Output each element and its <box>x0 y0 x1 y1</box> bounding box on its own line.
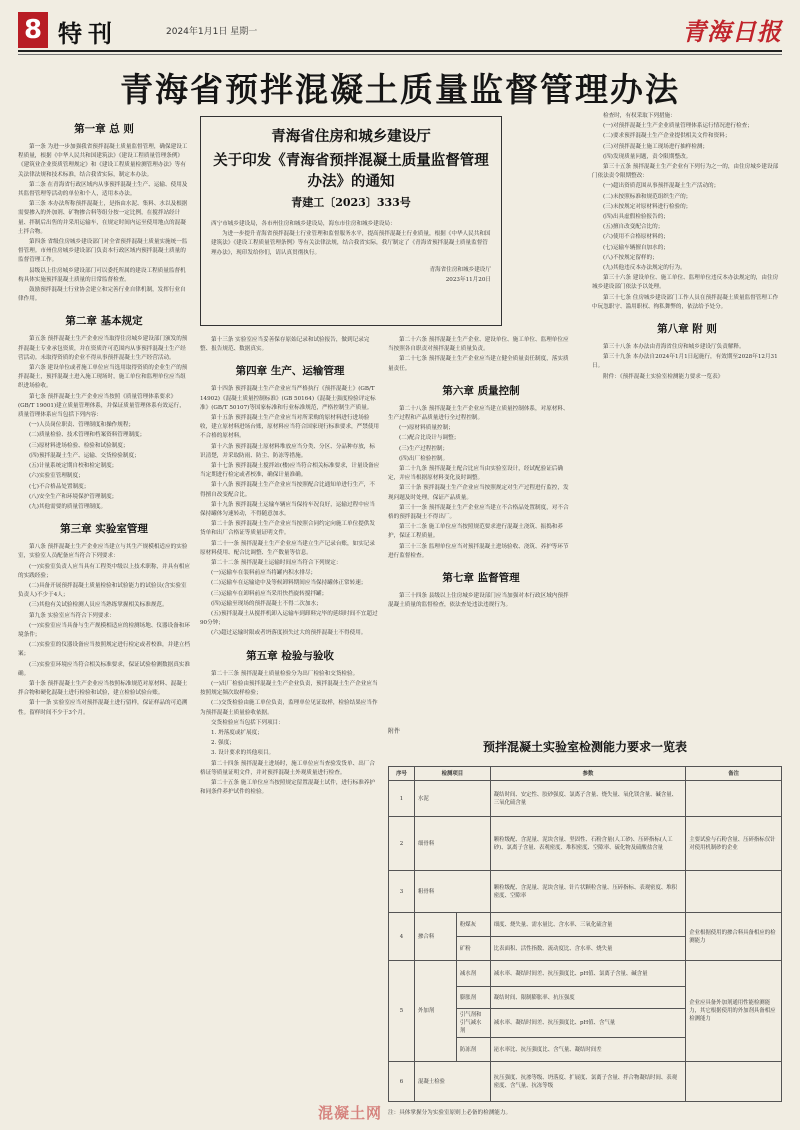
article-paragraph: 第十七条 预拌混凝土搅拌站(楼)应当符合相关标准要求，计量设备应当定期进行检定或者校准，确保计量准确。 <box>200 463 380 479</box>
table-cell: 泌水率比、抗压强度比、含气量、凝结时间差 <box>490 1038 685 1062</box>
list-item: (二)实验室的仪器设备应当按照规定进行检定或者校准，并建立档案； <box>18 642 190 658</box>
table-cell: 6 <box>389 1062 415 1102</box>
table-cell: 企业根据使用的掺合料具备相应的检测能力 <box>686 913 782 961</box>
article-paragraph: 第三十七条 住房城乡建设部门工作人员在预拌混凝土质量监督管理工作中玩忽职守、滥用职权、徇私舞弊的，依法给予处分。 <box>592 294 779 310</box>
table-cell: 矿粉 <box>456 937 490 961</box>
list-item: (四)运输至现场的预拌混凝土不得二次加水； <box>211 600 322 607</box>
article-paragraph: 第三十四条 县级以上住房城乡建设部门应当加强对本行政区域内预拌混凝土质量的监督检查，依法查处违法违规行为。 <box>388 593 569 609</box>
chapter-heading: 第四章 生产、运输管理 <box>235 365 345 378</box>
table-header-row <box>389 767 782 781</box>
table-cell: 凝结时间、安定性、胶砂强度、氯离子含量、烧失量、氧化镁含量、碱含量、三氧化硫含量 <box>490 781 685 817</box>
notice-doc-number: 青建工〔2023〕333号 <box>291 196 411 209</box>
article-column-2 <box>200 336 380 1112</box>
table-cell: 凝结时间、限制膨胀率、抗压强度 <box>490 987 685 1009</box>
list-item: (八)安全生产和环境保护管理制度； <box>29 493 118 500</box>
article-paragraph: 第三十一条 预拌混凝土生产企业应当建立不合格品处置制度，对不合格的预拌混凝土不得出厂。 <box>388 504 569 521</box>
article-paragraph: 第十八条 预拌混凝土生产企业应当按照配合比通知单进行生产，不得擅自改变配合比。 <box>200 482 375 498</box>
table-header: 序号 <box>389 767 415 781</box>
article-column-1 <box>18 112 190 1112</box>
article-paragraph: 第三十三条 监理单位应当对预拌混凝土进场验收、浇筑、养护等环节进行监督检查。 <box>388 543 569 559</box>
table-cell <box>686 1062 782 1102</box>
article-paragraph: 第二十七条 预拌混凝土生产企业应当建立健全质量责任制度，落实质量责任。 <box>388 356 569 372</box>
page-number: 8 <box>18 12 48 48</box>
table-row <box>389 913 782 937</box>
table-cell: 5 <box>389 961 415 1062</box>
article-paragraph: 第一条 为进一步加强我省预拌混凝土质量监督管理，确保建设工程质量，根据《中华人民共和国建筑法》《建设工程质量管理条例》《建筑业企业资质管理规定》和《建设工程质量检测管理办法》等有关法律法规和技术标准，结合我省实际，制定本办法。 <box>18 144 188 178</box>
table-cell: 减水率、凝结时间差、抗压强度比、pH值、氯离子含量、碱含量 <box>490 961 685 987</box>
table-cell: 比表面积、活性指数、流动度比、含水率、烧失量 <box>490 937 685 961</box>
table-footnote: 注：具体掌握分为实验室原则上必备的检测能力。 <box>388 1110 512 1116</box>
list-item: (一)实验室应当具备与生产规模相适应的检测场地、仪器设备和环境条件； <box>18 622 190 638</box>
chapter-heading: 第五章 检验与验收 <box>246 649 334 662</box>
table-cell: 4 <box>389 913 415 961</box>
table-cell: 外加剂 <box>414 961 456 1062</box>
list-item: (二)质量检验、技术管理和档案资料管理制度； <box>29 432 146 439</box>
table-cell: 粉煤灰 <box>456 913 490 937</box>
page-headline: 青海省预拌混凝土质量监督管理办法 <box>120 70 680 109</box>
article-paragraph: 第三十八条 本办法由青海省住房和城乡建设厅负责解释。 <box>603 344 745 351</box>
lab-capability-table <box>388 766 782 1102</box>
list-item: (二)要求预拌混凝土生产企业提供相关文件和资料； <box>603 133 731 140</box>
list-item: (九)其他需要的质量管理制度。 <box>29 503 107 510</box>
table-cell: 细骨料 <box>414 817 490 871</box>
site-watermark: 混凝土网 <box>318 1104 383 1122</box>
table-header: 备注 <box>686 767 782 781</box>
article-column-4 <box>592 112 782 720</box>
article-column-3 <box>388 336 574 720</box>
masthead-rule <box>18 50 782 52</box>
list-item: (三)对预拌混凝土施工现场进行抽样检测； <box>603 143 709 150</box>
list-item: (二)未按照标准和规范组织生产的； <box>603 193 692 200</box>
list-item: (三)未按规定对原材料进行检验的； <box>603 203 692 210</box>
article-paragraph: 第三十二条 施工单位应当按照规范要求进行混凝土浇筑、振捣和养护，保证工程质量。 <box>388 524 563 540</box>
list-item: 2. 强度； <box>211 740 235 747</box>
table-row <box>389 961 782 987</box>
list-item: (二)交货检验由施工单位负责，监理单位见证取样，检验结果应当作为预拌混凝土质量验收依据。 <box>200 700 378 716</box>
article-paragraph: 第二十四条 预拌混凝土进场时，施工单位应当查验发货单、出厂合格证等质量证明文件，并对预拌混凝土外观质量进行检查。 <box>200 760 375 776</box>
article-paragraph: 第六条 建设单位或者施工单位应当选用取得资质的企业生产的预拌混凝土，预拌混凝土进入施工现场时，施工单位和监理单位应当组织进场验收。 <box>18 365 188 390</box>
table-cell: 细度、烧失量、需水量比、含水率、三氧化硫含量 <box>490 913 685 937</box>
article-paragraph: 第十条 预拌混凝土生产企业应当按照标准规范对原材料、混凝土拌合物和硬化混凝土进行检验和试验，建立检验试验台账。 <box>18 680 188 697</box>
list-item: (二)运输车在运输途中及等候卸料期间应当保持罐体正常转速； <box>211 580 367 587</box>
list-item: (一)运输车在装料前应当将罐内积水排尽； <box>211 570 317 577</box>
article-paragraph: 第三十九条 本办法自2024年1月1日起施行，有效期至2028年12月31日。 <box>592 354 778 370</box>
section-name: 特刊 <box>58 20 118 48</box>
list-item: (六)超过运输时限或者坍落度损失过大的预拌混凝土不得使用。 <box>211 630 367 637</box>
article-paragraph: 第二十一条 预拌混凝土生产企业应当建立生产记录台账，如实记录原材料使用、配合比调整、生产数量等信息。 <box>200 540 375 556</box>
attachment-table-section <box>388 726 782 1116</box>
article-paragraph: 第四条 省级住房城乡建设部门对全省预拌混凝土质量实施统一监督管理。市州住房城乡建设部门负责本行政区域内预拌混凝土质量的监督管理工作。 <box>18 239 188 264</box>
table-cell: 引气剂和引气减水剂 <box>456 1009 490 1038</box>
notice-title: 关于印发《青海省预拌混凝土质量监督管理办法》的通知 <box>213 152 489 190</box>
official-notice <box>200 116 502 326</box>
article-paragraph: 第十九条 预拌混凝土运输车辆应当保持车况良好，运输过程中应当保持罐体匀速转动，不得随意加水。 <box>200 501 375 518</box>
table-header: 检测项目 <box>414 767 490 781</box>
article-paragraph: 第三条 本办法所称预拌混凝土，是指由水泥、集料、水以及根据需要掺入的外加剂、矿物掺合料等组分按一定比例，在搅拌站经计量、拌制后出售的并采用运输车，在规定时间内运至使用地点的混凝土拌合物。 <box>18 201 188 235</box>
table-cell: 减水剂 <box>456 961 490 987</box>
notice-date: 2023年11月20日 <box>445 276 491 283</box>
article-paragraph: 第七条 预拌混凝土生产企业应当按照《质量管理体系要求》(GB/T 19001)建立质量管理体系，并保证质量管理体系有效运行，质量管理体系应当包括下列内容： <box>18 393 185 419</box>
list-item: (四)发现质量问题，责令限期整改。 <box>603 153 692 160</box>
table-row <box>389 781 782 817</box>
notice-signature <box>211 266 491 285</box>
list-item: (四)出具虚假检验报告的； <box>603 214 669 221</box>
article-paragraph: 第三十五条 预拌混凝土生产企业有下列行为之一的，由住房城乡建设部门依法责令限期整改： <box>592 164 779 180</box>
table-cell: 企业应具备外加剂通用性能检测能力，其它根据使用的外加剂具备相应检测能力 <box>686 961 782 1062</box>
article-paragraph: 附件：《预拌混凝土实验室检测能力要求一览表》 <box>603 373 724 380</box>
table-cell: 粗骨料 <box>414 871 490 913</box>
list-item: (一)人员岗位职责、管理制度和操作规程； <box>29 422 135 429</box>
notice-greeting: 西宁市城乡建设局，各市州住房和城乡建设局，海东市住房和城乡建设局： <box>211 221 396 227</box>
article-paragraph: 县级以上住房城乡建设部门可以委托所属的建设工程质量监督机构具体实施预拌混凝土质量的日常监督检查。 <box>18 267 186 283</box>
chapter-heading: 第三章 实验室管理 <box>60 523 148 536</box>
table-cell: 防冻剂 <box>456 1038 490 1062</box>
table-cell: 1 <box>389 781 415 817</box>
list-item: (七)不合格品处置制度； <box>29 483 90 490</box>
attachment-label: 附件 <box>388 728 401 735</box>
list-item: (三)生产过程控制； <box>399 445 449 452</box>
article-paragraph: 第二十二条 预拌混凝土运输时间应当符合下列规定： <box>211 560 342 567</box>
list-item: (九)其他违反本办法规定的行为。 <box>603 265 686 272</box>
list-item: (三)实验室环境应当符合相关标准要求，保证试验检测数据真实准确。 <box>18 661 190 677</box>
table-cell: 掺合料 <box>414 913 456 961</box>
table-cell <box>686 781 782 817</box>
list-item: (七)运输车辆擅自加水的； <box>603 244 669 251</box>
list-item: (四)预拌混凝土生产、运输、交货检验制度； <box>29 452 140 459</box>
list-item: (一)实验室负责人应当具有工程类中级以上技术职称，并具有相应的实践经验； <box>18 563 190 579</box>
notice-text: 为进一步提升青海省预拌混凝土行业管理和监督服务水平，提高预拌混凝土行业质量，根据《中华人民共和国建筑法》《建设工程质量管理条例》等有关法律法规，结合我省实际，我厅制定了《青海省预拌混凝土质量监督管理办法》，现印发给你们，请认真贯彻执行。 <box>211 230 491 256</box>
list-item: (一)出厂检验由预拌混凝土生产企业负责，预拌混凝土生产企业应当按照规定频次取样检验； <box>200 680 378 697</box>
table-title: 预拌混凝土实验室检测能力要求一览表 <box>482 740 687 754</box>
article-paragraph: 第九条 实验室应当符合下列要求： <box>29 612 115 619</box>
article-paragraph: 第二十八条 预拌混凝土生产企业应当建立质量控制体系，对原材料、生产过程和产品质量进行全过程控制。 <box>388 405 569 422</box>
article-paragraph: 第二十条 预拌混凝土生产企业应当按照合同约定向施工单位提供发货单和出厂合格证等质量证明文件。 <box>200 521 375 537</box>
masthead <box>18 12 782 52</box>
table-header: 参数 <box>490 767 685 781</box>
masthead-rule-thin <box>18 54 782 55</box>
list-item: 3. 设计要求的其他项目。 <box>211 750 275 757</box>
list-item: (二)配合比设计与调整； <box>399 435 460 442</box>
list-item: 1. 坍落度或扩展度； <box>211 729 263 736</box>
list-item: (一)超出资质范围从事预拌混凝土生产活动的； <box>603 183 720 190</box>
article-paragraph: 鼓励预拌混凝土行业协会建立和完善行业自律机制，发挥行业自律作用。 <box>18 287 186 303</box>
chapter-heading: 第六章 质量控制 <box>442 384 520 397</box>
newspaper-logo: 青海日报 <box>682 17 782 46</box>
chapter-heading: 第二章 基本规定 <box>65 315 143 328</box>
article-paragraph: 第二十五条 施工单位应当按照规定留置混凝土试件，进行标准养护和同条件养护试件的检验。 <box>200 779 375 796</box>
article-paragraph: 第八条 预拌混凝土生产企业应当建立与其生产规模相适应的实验室，实验室人员配备应当符合下列要求： <box>18 544 188 560</box>
list-item: (八)不按规定留样的； <box>603 254 658 261</box>
table-cell: 2 <box>389 817 415 871</box>
chapter-heading: 第七章 监督管理 <box>442 572 520 585</box>
list-item: (六)实验室管理制度； <box>29 473 84 480</box>
table-row <box>389 871 782 913</box>
article-paragraph: 第三十条 预拌混凝土生产企业应当按照规定对生产过程进行监控，发现问题及时处理，保证产品质量。 <box>388 485 569 501</box>
table-cell: 减水率、凝结时间差、抗压强度比、pH值、含气量 <box>490 1009 685 1038</box>
table-cell: 膨胀剂 <box>456 987 490 1009</box>
table-cell: 混凝土检验 <box>414 1062 490 1102</box>
article-paragraph: 第二条 在青海省行政区域内从事预拌混凝土生产、运输、使用及其监督管理等活动的单位和个人，适用本办法。 <box>18 181 188 198</box>
article-paragraph: 第十六条 预拌混凝土原材料堆放应当分类、分区、分品种存放，标识清楚，并采取防雨、防尘、防冻等措施。 <box>200 443 375 459</box>
issue-date: 2024年1月1日 星期一 <box>166 27 258 37</box>
article-paragraph: 第十四条 预拌混凝土生产企业应当严格执行《预拌混凝土》(GB/T 14902)《混凝土质量控制标准》(GB 50164)《混凝土强度检验评定标准》(GB/T 50107)等国家标准和行业标准规范，严格控制生产质量。 <box>200 386 376 411</box>
table-cell: 抗压强度、抗渗等级、坍落度、扩展度、氯离子含量、拌合物凝结时间、表观密度、含气量、抗冻等级 <box>490 1062 685 1102</box>
article-paragraph: 交货检验应当包括下列项目： <box>211 719 284 726</box>
table-row <box>389 1062 782 1102</box>
article-paragraph: 第二十九条 预拌混凝土配合比应当由实验室设计，经试配验证后确定，并应当根据原材料变化及时调整。 <box>388 466 563 482</box>
table-cell: 水泥 <box>414 781 490 817</box>
table-cell: 颗粒级配、含泥量、泥块含量、坚固性、石粉含量(人工砂)、压碎指标(人工砂)、氯离子含量、表观密度、堆积密度、空隙率、硫化物及硫酸盐含量 <box>490 817 685 871</box>
list-item: (二)具备开展预拌混凝土质量检验和试验能力的试验员(含实验室负责人)不少于4人； <box>18 582 187 599</box>
notice-org: 青海省住房和城乡建设厅 <box>271 128 431 145</box>
list-item: (三)原材料进场检验、检验和试验制度； <box>29 442 129 449</box>
table-cell: 3 <box>389 871 415 913</box>
table-row <box>389 817 782 871</box>
list-item: (五)擅自改变配合比的； <box>603 224 664 231</box>
list-item: (一)原材料质量控制； <box>399 425 454 432</box>
article-paragraph: 第十一条 实验室应当对预拌混凝土进行留样，保证样品的可追溯性。留样时间不少于3个月。 <box>18 700 188 716</box>
table-cell: 主要试验与石粉含量、压碎指标仅针对使用机制砂的企业 <box>686 817 782 871</box>
list-item: (六)使用不合格原材料的； <box>603 234 669 241</box>
chapter-heading: 第一章 总 则 <box>74 123 134 135</box>
chapter-heading: 第八章 附 则 <box>657 323 717 336</box>
notice-signer: 青海省住房和城乡建设厅 <box>429 267 491 273</box>
article-paragraph: 检查时，有权采取下列措施： <box>603 113 676 119</box>
table-cell <box>686 871 782 913</box>
list-item: (三)其他有关试验检测人员应当熟练掌握相关标准规范。 <box>29 602 168 609</box>
article-paragraph: 第十五条 预拌混凝土生产企业应当对所采购的原材料进行进场验收，建立原材料进场台账，原材料应当符合国家现行标准要求，严禁使用不合格的原材料。 <box>200 415 380 440</box>
list-item: (五)计量系统定期自校和检定制度； <box>29 463 118 470</box>
article-paragraph: 第二十三条 预拌混凝土质量检验分为出厂检验和交货检验。 <box>211 670 359 677</box>
article-paragraph: 第二十六条 预拌混凝土生产企业、建设单位、施工单位、监理单位应当按照各自职责对预拌混凝土质量负责。 <box>388 337 569 353</box>
notice-body <box>211 220 491 258</box>
article-paragraph: 第十三条 实验室应当妥善保存原始记录和试验报告，做到记录完整、报告规范、数据真实。 <box>200 337 370 353</box>
article-paragraph: 第三十六条 建设单位、施工单位、监理单位违反本办法规定的，由住房城乡建设部门依法予以处理。 <box>592 275 779 291</box>
list-item: (三)运输车在卸料前应当采用快挡旋转搅拌罐； <box>211 590 328 597</box>
article-paragraph: 第五条 预拌混凝土生产企业应当取得住房城乡建设部门颁发的预拌混凝土专业承包资质，并在资质许可范围内从事预拌混凝土生产经营活动。未取得资质的企业不得从事预拌混凝土生产经营活动。 <box>18 336 188 361</box>
table-cell: 颗粒级配、含泥量、泥块含量、针片状颗粒含量、压碎指标、表观密度、堆积密度、空隙率 <box>490 871 685 913</box>
list-item: (一)对预拌混凝土生产企业质量管理体系运行情况进行检查； <box>603 123 753 130</box>
list-item: (四)出厂检验控制。 <box>399 455 449 462</box>
list-item: (五)预拌混凝土从搅拌机卸入运输车到卸料完毕的延续时间不宜超过90分钟； <box>200 611 378 627</box>
